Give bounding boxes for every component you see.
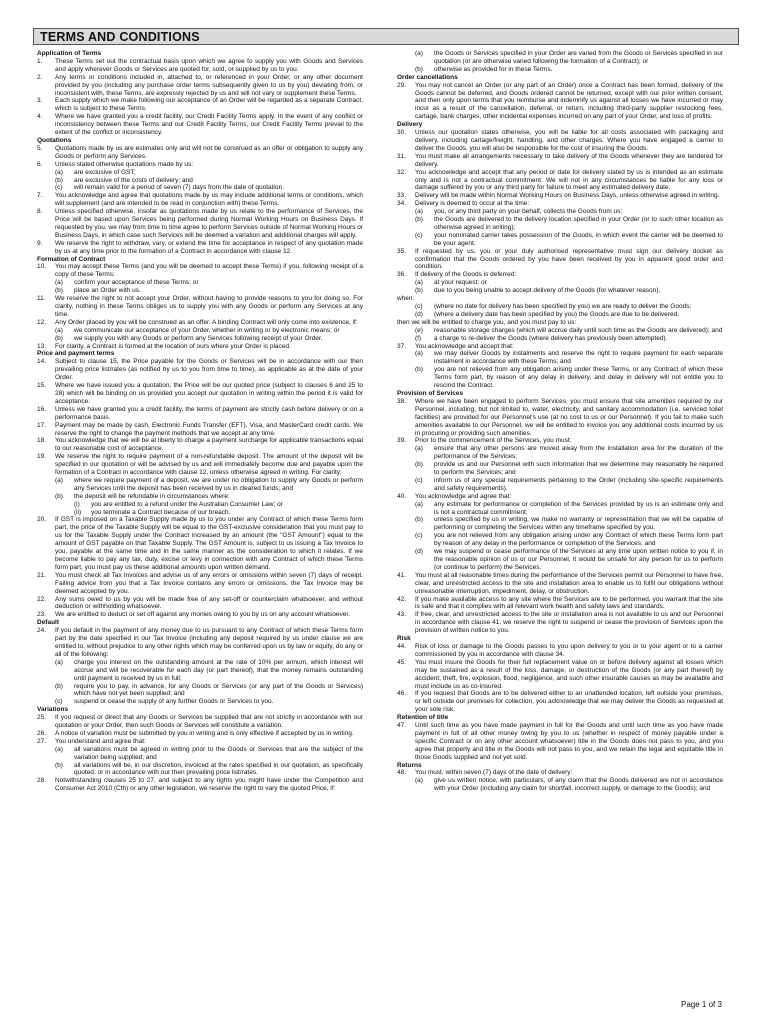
subclause <box>415 216 723 232</box>
subclause <box>415 501 723 517</box>
subclause <box>415 50 723 66</box>
clause <box>397 659 723 691</box>
clause <box>37 343 363 351</box>
subclause-letter: (b) <box>55 682 63 690</box>
clause <box>37 382 363 406</box>
subclause-letter: (d) <box>415 548 423 556</box>
clause <box>397 596 723 612</box>
clause-number: 13. <box>37 342 47 350</box>
clause-number: 3. <box>37 97 43 105</box>
clause <box>397 271 723 279</box>
clause-number: 4. <box>37 113 43 121</box>
subclause <box>415 445 723 461</box>
clause-text: Prior to the commencement of the Services, you must: <box>415 437 572 445</box>
clause <box>37 192 363 208</box>
clause-number: 8. <box>37 208 43 216</box>
clause <box>37 738 363 746</box>
clause-number: 14. <box>37 358 47 366</box>
clause <box>37 240 363 256</box>
clause-text: Any sums owed to us by you will be made free of any set-off or counterclaim whatsoever, and without deduction or withholding whatsoever. <box>55 595 363 611</box>
subclause <box>55 683 363 699</box>
clause-text: Unless stated otherwise quotations made by us: <box>55 160 194 168</box>
clause-text: Where we have issued you a quotation, the Price will be our quoted price (subject to clauses 6 and 25 to 28) which will be binding on us provided you accept our quotation in writing within the period it is valid for acceptance. <box>55 382 363 405</box>
clause <box>37 572 363 596</box>
subclause <box>415 287 723 295</box>
clause <box>397 437 723 445</box>
clause-text: You may not cancel an Order (or any part of an Order) once a Contract has been formed, delivery of the Goods cannot be deferred, and Goods ordered cannot be returned, except with our prior written consent, and then only upon terms that you reimburse and indemnify us against all losses we have incurred or may incur as a result of the cancellation, deferral, or return, including third-party supplier restocking fees, cartage, bank charges, other incidental expenses incurred on any part of your Order, and loss of profits. <box>415 81 723 121</box>
clause <box>37 319 363 327</box>
clause <box>37 453 363 477</box>
clause <box>397 643 723 659</box>
clause-number: 21. <box>37 571 47 579</box>
clause-number: 45. <box>397 658 407 666</box>
section-heading: Quotations <box>37 136 72 144</box>
clause-text: Unless we have granted you a credit facility, the terms of payment are strictly cash before delivery or on a performance basis. <box>55 405 363 421</box>
clause-number: 39. <box>397 437 407 445</box>
clause <box>397 248 723 272</box>
clause-text: For clarity, a Contract is formed at the location of ours where your Order is placed. <box>55 342 291 350</box>
subclause <box>55 287 363 295</box>
clause <box>37 74 363 98</box>
subclause <box>415 279 723 287</box>
subclause <box>55 327 363 335</box>
right-column <box>397 50 723 793</box>
clause-number: 44. <box>397 642 407 650</box>
clause-number: 30. <box>397 129 407 137</box>
subclause <box>55 493 363 501</box>
clause-number: 20. <box>37 516 47 524</box>
subclause-letter: (b) <box>415 516 423 524</box>
clause-text: A notice of variation must be submitted by you in writing and is only effective if accepted by us in writing. <box>55 729 354 737</box>
clause-number: 31. <box>397 152 407 160</box>
clause <box>397 129 723 153</box>
subclause-letter: (a) <box>415 350 423 358</box>
clause-number: 42. <box>397 595 407 603</box>
clause-number: 27. <box>37 737 47 745</box>
clause-text: You must check all Tax Invoices and advise us of any errors or omissions within seven (7) days of receipt. Failing advice from you that a Tax Invoice contains any errors or omissions, the Tax Invoice may be deemed accepted by you. <box>55 571 363 595</box>
clause <box>37 730 363 738</box>
subclause <box>55 184 363 192</box>
clause-text: You acknowledge and agree that: <box>415 492 512 500</box>
clause-text: You must insure the Goods for their full replacement value on or before delivery against all losses which may be sustained as a result of the loss, damage, or destruction of the Goods (or any part thereof) by accident, theft, fire, explosion, flood, negligence, and such other insurable causes as may be available and must include us as co-insured. <box>415 658 723 690</box>
clause-number: 2. <box>37 73 43 81</box>
subclause-text: all variations must be agreed in writing prior to the Goods or Services that are the subject of the variation being supplied; and <box>74 745 363 761</box>
section-heading: Risk <box>397 635 411 643</box>
clause <box>37 422 363 438</box>
subclause <box>55 335 363 343</box>
subclause-text: charge you interest on the outstanding amount at the rate of 10% per annum, which interest will accrue and will be recoverable for each day (or part thereof), that the money remains outstanding until payment is received by us in full; <box>74 658 363 682</box>
subclause-letter: (c) <box>55 184 63 192</box>
clause-number: 40. <box>397 492 407 500</box>
subclause-letter: (b) <box>415 216 423 224</box>
subclause <box>415 350 723 366</box>
subclause-text: (where no date for delivery has been specified by you) we are ready to deliver the Goods; <box>434 303 692 310</box>
clause <box>37 145 363 161</box>
subclause-text: the deposit will be refundable in circumstances where: <box>74 492 230 500</box>
subclause-text: are exclusive of the costs of delivery; and <box>74 176 193 184</box>
clause-number: 26. <box>37 729 47 737</box>
subclause-text: where we require payment of a deposit, we are under no obligation to supply any Goods or perform any Services until the deposit has been received by us in cleared funds; and <box>74 476 363 492</box>
clause-text: Unless specified otherwise, insofar as quotations made by us relate to the performance of Services, the Price will be based upon Services being performed during Normal Working Hours on Business Days. If requested by you, we may from time to time agree to perform Services outside of Normal Working Hours or Business Days, in which case such Services will be deemed a variation and additional charges will apply. <box>55 208 363 239</box>
clause-text: If you request that Goods are to be delivered either to an unattended location, left outside your premises, or left outside our premises for collection, you acknowledge that we may deliver the Goods as requested at your sole risk. <box>415 690 723 714</box>
clause-text: Subject to clause 15, the Price payable for the Goods or Services will be in accordance with our then prevailing price list/rates (as notified by us to you from time to time), as applicable as at the date of your Order. <box>55 358 363 382</box>
subclause-text: provide us and our Personnel with such information that we determine may reasonably be required to perform the Services; and <box>434 461 723 477</box>
subclause-letter: (b) <box>55 287 63 295</box>
clause-text: Any terms or conditions included in, attached to, or referenced in your Order, or any other document provided by you (including any purchase order terms subsequently given to us by you) deviating from, or inconsistent with, these Terms, are expressly rejected by us and will not vary or supplement these Terms. <box>55 73 363 97</box>
clause-number: 16. <box>37 405 47 413</box>
clause-text: We reserve the right to require payment of a non-refundable deposit. The amount of the deposit will be specified in our quotation or will be advised by us and will immediately become due and payable upon the formation of a Contract in accordance with clause 12, unless otherwise agreed in writing. For clarity: <box>55 453 363 477</box>
clause-number: 10. <box>37 263 47 271</box>
subclause-text: your nominated carrier takes possession of the Goods, in which event the carrier will be deemed to be your agent. <box>434 231 723 247</box>
subclause-letter: (b) <box>55 492 63 500</box>
subclause-text: a charge to re-deliver the Goods (where delivery has previously been attempted). <box>434 334 668 342</box>
clause-text: You understand and agree that: <box>55 737 146 745</box>
clause-continuation: when: <box>397 295 415 303</box>
subclause <box>55 177 363 185</box>
section-heading: Order cancellations <box>397 73 458 81</box>
subclause-text: we may deliver Goods by instalments and reserve the right to require payment for each separate instalment in accordance with these Terms; and <box>434 350 723 366</box>
subclause <box>55 169 363 177</box>
clause-text: Where we have been engaged to perform Services, you must ensure that site amenities required by our Personnel, including, but not limited to, water, electricity, and sanitary accommodation (i.e. serviced toilet facilities) are provided for our Personnel's use (at no cost to us or our Personnel). If you fail to make such amenities available to our Personnel, we will be entitled to invoice you any additional costs incurred by us in procuring or providing such amenities. <box>415 397 723 437</box>
section-heading: Formation of Contract <box>37 255 106 263</box>
clause-number: 23. <box>37 611 47 619</box>
subclause <box>415 477 723 493</box>
clause-number: 5. <box>37 144 43 152</box>
subclause-letter: (b) <box>415 287 423 295</box>
clause-text: If you make available access to any site where the Services are to be performed, you warrant that the site is safe and that it complies with all relevant work health and safety laws and standards. <box>415 595 723 611</box>
clause-text: Delivery is deemed to occur at the time: <box>415 200 530 208</box>
clause-text: If requested by us, you or your duly authorised representative must sign our delivery docket as confirmation that the Goods ordered by you have been received by you in apparent good order and condition. <box>415 247 723 271</box>
subclause-letter: (a) <box>415 208 423 216</box>
clause-text: Any Order placed by you will be construed as an offer. A binding Contract will only come into existence, if: <box>55 318 358 326</box>
clause-text: You acknowledge that we will be at liberty to charge a payment surcharge for applicable transactions equal to our reasonable cost of acceptance. <box>55 437 363 453</box>
subclause-text: will remain valid for a period of seven (7) days from the date of quotation. <box>74 184 284 192</box>
clause <box>397 769 723 777</box>
title-bar <box>33 28 739 45</box>
subclause-letter: (b) <box>415 461 423 469</box>
clause <box>37 611 363 619</box>
subclause-text: the Goods are delivered to the delivery location specified in your Order (or to such other location as otherwise agreed in writing); <box>434 216 723 231</box>
clause-text: Notwithstanding clauses 25 to 27, and subject to any rights you might have under the Competition and Consumer Act 2010 (Cth) or any other legislation, we reserve the right to vary the quoted Price, if: <box>55 777 363 793</box>
clause-text: If GST is imposed on a Taxable Supply made by us to you under any Contract of which these Terms form part, the price of the Taxable Supply will be equal to the GST-exclusive consideration that you must pay to us for the Taxable Supply under the Contract increased by an amount (the "GST Amount") equal to the amount of GST payable on that Taxable Supply. The GST Amount is, subject to us issuing a Tax Invoice to you, payable at the same time and in the same manner as the consideration to which it relates. If we become liable to pay any tax, duty, excise or levy in connection with any Contract of which these Terms form part, you must pay us these additional amounts upon written demand. <box>55 516 363 571</box>
clause <box>397 690 723 714</box>
page-title: TERMS AND CONDITIONS <box>40 30 200 44</box>
clause <box>397 493 723 501</box>
clause-text: You acknowledge and accept that: <box>415 342 514 350</box>
subclause-letter: (c) <box>415 476 423 484</box>
clause-text: Quotations made by us are estimates only and will not be construed as an offer or obligation to supply any Goods or perform any Services. <box>55 144 363 160</box>
sub-subclause-text: you are entitled to a refund under the Australian Consumer Law; or <box>91 500 283 508</box>
clause-number: 28. <box>37 777 47 785</box>
sub-subclause <box>74 509 363 517</box>
clause <box>37 113 363 137</box>
subclause <box>415 532 723 548</box>
section-heading: Application of Terms <box>37 50 102 57</box>
clause <box>397 398 723 438</box>
clause-text: If you request or direct that any Goods or Services be supplied that are not strictly in accordance with our quotation or your Order, then such Goods or Services will constitute a variation. <box>55 714 363 730</box>
subclause <box>415 516 723 532</box>
subclause-letter: (a) <box>415 50 423 57</box>
clause <box>37 406 363 422</box>
subclause-text: otherwise as provided for in these Terms. <box>434 65 553 73</box>
subclause-letter: (e) <box>415 326 423 334</box>
subclause-letter: (c) <box>55 698 63 706</box>
subclause-text: (where a delivery date has been specified by you) the Goods are due to be delivered, <box>434 310 679 318</box>
subclause-letter: (f) <box>415 334 422 342</box>
subclause-letter: (a) <box>415 279 423 287</box>
clause <box>397 722 723 762</box>
subclause-letter: (b) <box>55 761 63 769</box>
clause <box>37 97 363 113</box>
clause-text: Payment may be made by cash, Electronic Funds Transfer (EFT), Visa, and MasterCard credit cards. We reserve the right to change the payment methods that we accept at any time. <box>55 421 363 437</box>
sub-subclause-numeral: (i) <box>74 500 80 508</box>
clause-text: Risk of loss or damage to the Goods passes to you upon delivery to you or to your agent or to a carrier commissioned by you in accordance with clause 34. <box>415 642 723 658</box>
clause-text: We are entitled to deduct or set off against any monies owing to you by us on any account whatsoever. <box>55 611 350 619</box>
subclause <box>415 461 723 477</box>
subclause-text: give us written notice, with particulars, of any claim that the Goods delivered are not in accordance with your Order (including any claim for shortfall, incorrect supply, or damage to the Goods); and <box>434 777 723 793</box>
clause-number: 25. <box>37 714 47 722</box>
clause <box>37 295 363 319</box>
clause <box>37 263 363 279</box>
clause-number: 11. <box>37 295 46 303</box>
clause <box>397 611 723 635</box>
clause-number: 7. <box>37 192 43 200</box>
clause-continuation: then we will be entitled to charge you, and you must pay to us: <box>397 318 577 326</box>
clause-text: Unless our quotation states otherwise, you will be liable for all costs associated with packaging and delivery, including cartage/freight, handling, and other charges. Where you have engaged a carrier to deliver the Goods, you will also be responsible for the cost of insuring the Goods. <box>415 129 723 152</box>
section-heading: Provision of Services <box>397 389 464 397</box>
subclause-text: due to you being unable to accept delivery of the Goods (for whatever reason), <box>434 287 661 295</box>
clause-number: 46. <box>397 690 407 698</box>
subclause <box>415 335 723 343</box>
clause-number: 33. <box>397 192 407 200</box>
subclause-letter: (b) <box>415 65 423 73</box>
subclause <box>415 232 723 248</box>
subclause-letter: (a) <box>55 745 63 753</box>
clause <box>397 169 723 193</box>
clause <box>37 596 363 612</box>
clause <box>37 161 363 169</box>
subclause <box>415 303 723 311</box>
subclause-letter: (c) <box>415 532 423 540</box>
clause <box>37 714 363 730</box>
subclause-letter: (a) <box>55 326 63 334</box>
subclause-text: any estimate for performance or completion of the Services provided by us is an estimate only and is not a contractual commitment; <box>434 500 723 516</box>
clause <box>37 208 363 240</box>
clause-number: 12. <box>37 318 47 326</box>
subclause-text: suspend or cease the supply of any further Goods or Services to you. <box>74 698 274 706</box>
clause-text: Delivery will be made within Normal Working Hours on Business Days, unless otherwise agreed in writing. <box>415 192 720 200</box>
clause <box>397 572 723 596</box>
section-heading: Default <box>37 619 60 627</box>
clause <box>397 82 723 122</box>
clause <box>37 516 363 571</box>
clause-number: 48. <box>397 769 407 777</box>
sub-subclause <box>74 501 363 509</box>
subclause <box>415 366 723 390</box>
subclause-text: you, or any third party on your behalf, collects the Goods from us; <box>434 208 623 216</box>
section-heading: Delivery <box>397 121 423 129</box>
clause-number: 18. <box>37 437 47 445</box>
clause-text: You must make all arrangements necessary to take delivery of the Goods whenever they are tendered for delivery. <box>415 152 723 168</box>
clause <box>37 58 363 74</box>
subclause-letter: (b) <box>55 176 63 184</box>
section-heading: Returns <box>397 761 422 769</box>
section-heading: Price and payment terms <box>37 350 115 358</box>
subclause-text: we may suspend or cease performance of the Services at any time upon written notice to you if, in the reasonable opinion of us or our Personnel, it would be unsafe for any person for us to perform (or continue to perform) the Services. <box>434 548 723 571</box>
clause-number: 38. <box>397 397 407 405</box>
clause <box>397 343 723 351</box>
clause-text: You must at all reasonable times during the performance of the Services permit our Personnel to have free, clear, and unrestricted access to the site and installation area to enable us to fulfil our obligations without unreasonable interruption, impediment, delay, or obstruction. <box>415 571 723 595</box>
left-column <box>37 50 363 793</box>
page-number: Page 1 of 3 <box>681 1000 722 1009</box>
clause-text: If delivery of the Goods is deferred: <box>415 271 517 279</box>
clause <box>397 192 723 200</box>
clause-text: You may accept these Terms (and you will be deemed to accept these Terms) if you, following receipt of a copy of these Terms: <box>55 263 363 279</box>
clause-number: 32. <box>397 168 407 176</box>
subclause-text: at your request; or <box>434 279 487 287</box>
clause-number: 34. <box>397 200 407 208</box>
subclause-text: place an Order with us. <box>74 287 141 295</box>
clause-number: 15. <box>37 382 47 390</box>
subclause <box>55 698 363 706</box>
subclause <box>415 311 723 319</box>
section-heading: Variations <box>37 706 69 714</box>
subclause-text: we supply you with any Goods or perform any Services following receipt of your Order. <box>74 334 323 342</box>
subclause-letter: (a) <box>415 777 423 785</box>
subclause <box>415 548 723 572</box>
subclause <box>415 327 723 335</box>
subclause-letter: (c) <box>415 231 423 239</box>
sub-subclause-text: you terminate a Contract because of our breach. <box>91 508 231 516</box>
section-heading: Retention of title <box>397 714 449 722</box>
clause-text: We reserve the right to withdraw, vary, or extend the time for acceptance in respect of any quotation made by us at any time prior to the formation of a Contract in accordance with clause 12. <box>55 239 363 255</box>
clause-number: 29. <box>397 81 407 89</box>
clause-number: 6. <box>37 160 43 168</box>
clause-text: Each supply which we make following our acceptance of an Order will be regarded as a separate Contract, which is subject to these Terms. <box>55 97 363 113</box>
clause <box>397 200 723 208</box>
clause-text: These Terms set out the contractual basis upon which we agree to supply you with Goods and Services and apply wherever Goods or Services are quoted for, sold, or supplied by us to you. <box>55 57 363 73</box>
clause <box>397 153 723 169</box>
subclause-letter: (a) <box>415 445 423 453</box>
subclause-text: you are not relieved from any obligation arising under any Contract of which these Terms form part by reason of any delay in the performance or completion of the Services; and <box>434 532 723 548</box>
clause-number: 24. <box>37 627 47 635</box>
subclause-text: you are not relieved from any obligation arising under these Terms, or any Contract of which these Terms form part, by reason of any delay in delivery, and delay in delivery will not entitle you to rescind the Contract. <box>434 366 723 390</box>
subclause-text: we communicate our acceptance of your Order, whether in writing or by electronic means; or <box>74 326 340 334</box>
clause-number: 43. <box>397 611 407 619</box>
clause-number: 17. <box>37 421 47 429</box>
clause-number: 47. <box>397 722 407 730</box>
clause <box>37 627 363 659</box>
subclause-letter: (a) <box>415 500 423 508</box>
subclause-letter: (a) <box>55 476 63 484</box>
clause-number: 22. <box>37 595 47 603</box>
clause-number: 9. <box>37 239 43 247</box>
subclause-text: unless specified by us in writing, we make no warranty or representation that we will be capable of performing or completing the Services within any timeframe specified by you; <box>434 516 723 532</box>
subclause-text: reasonable storage charges (which will accrue daily until such time as the Goods are delivered); and <box>434 326 723 334</box>
subclause-letter: (b) <box>415 366 423 374</box>
subclause <box>415 66 723 74</box>
clause-text: We reserve the right to not accept your Order, without having to provide reasons to you for doing so. For clarity, nothing in these Terms obliges us to supply you with any Goods or perform any Services at any time. <box>55 295 363 318</box>
subclause <box>55 279 363 287</box>
clause <box>37 777 363 793</box>
subclause <box>55 746 363 762</box>
subclause-letter: (a) <box>55 168 63 176</box>
subclause <box>55 477 363 493</box>
sub-subclause-numeral: (ii) <box>74 508 82 516</box>
clause-number: 37. <box>397 342 407 350</box>
clause-number: 36. <box>397 271 407 279</box>
clause-number: 41. <box>397 571 407 579</box>
subclause-letter: (a) <box>55 279 63 287</box>
subclause-letter: (d) <box>415 310 423 318</box>
clause-number: 35. <box>397 247 407 255</box>
subclause <box>415 777 723 793</box>
subclause <box>415 208 723 216</box>
clause <box>37 358 363 382</box>
subclause-letter: (c) <box>415 303 423 310</box>
subclause-text: the Goods or Services specified in your Order are varied from the Goods or Services specified in our quotation (or are otherwise varied following the formation of a Contract); or <box>434 50 723 65</box>
clause-number: 1. <box>37 57 43 65</box>
subclause-text: confirm your acceptance of these Terms; or <box>74 279 199 287</box>
subclause <box>55 762 363 778</box>
clause-text: Until such time as you have made payment in full for the Goods and until such time as you have made payment in full of all other money owing by you to us (whether in respect of money payable under a specific Contract or on any other account whatsoever) title in the Goods does not pass to you, and you agree that property and title in the Goods will not pass to you, and we retain the legal and equitable title in those Goods supplied and not yet sold. <box>415 722 723 761</box>
clause-text: Where we have granted you a credit facility, our Credit Facility Terms apply. In the event of any conflict or inconsistency between these Terms and our Credit Facility Terms, our Credit Facility Terms prevail to the extent of the conflict or inconsistency. <box>55 113 363 137</box>
clause-text: You acknowledge and accept that any period or date for delivery stated by us is intended as an estimate only and is not a contractual commitment. We will not in any circumstances be liable for any loss or damage suffered by you or any third party for failure to meet any estimated delivery date. <box>415 168 723 192</box>
subclause <box>55 659 363 683</box>
clause-text: If you default in the payment of any money due to us pursuant to any Contract of which these Terms form part by the date specified in our Tax Invoice (including any deposit required by us under clause we are entitled to, without prejudice to any other rights which may be conferred upon us by law or equity, do any or all of the following: <box>55 627 363 658</box>
clause-text: You acknowledge and agree that quotations made by us may include additional terms or conditions, which will supplement (and are intended to be read in conjunction with) these Terms. <box>55 192 363 208</box>
subclause-letter: (b) <box>55 334 63 342</box>
clause-number: 19. <box>37 453 47 461</box>
subclause-text: require you to pay, in advance, for any Goods or Services (or any part of the Goods or Services) which have not yet been supplied; and <box>74 682 363 698</box>
subclause-text: inform us of any special requirements pertaining to the Order (including site-specific requirements and safety requirements). <box>434 476 723 492</box>
clause-text: If free, clear, and unrestricted access to the site or installation area is not available to us and our Personnel in accordance with clause 41, we reserve the right to suspend or cease the provision of Services upon the provision of written notice to you. <box>415 611 723 635</box>
subclause-letter: (a) <box>55 658 63 666</box>
subclause-text: ensure that any other persons are moved away from the installation area for the duration of the performance of the Services; <box>434 445 723 461</box>
clause-text: You must, within seven (7) days of the date of delivery: <box>415 769 573 777</box>
subclause-text: are exclusive of GST; <box>74 168 136 176</box>
clause <box>37 437 363 453</box>
subclause-text: all variations will be, in our discretion, invoiced at the rates specified in our quotation, as specifically quoted, or in accordance with our then prevailing price list/rates. <box>74 761 363 777</box>
